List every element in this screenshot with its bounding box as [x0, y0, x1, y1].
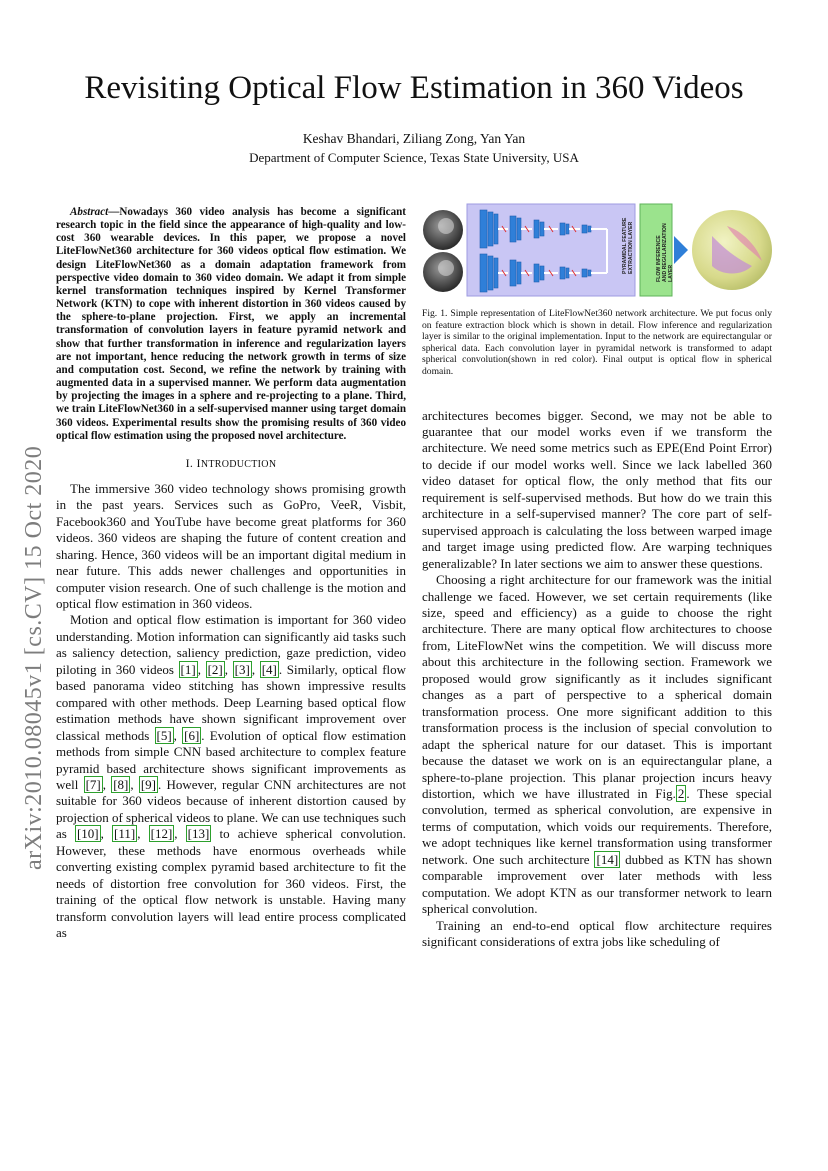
paper-title: Revisiting Optical Flow Estimation in 360 Videos — [84, 70, 744, 106]
text-run: Choosing a right architecture for our framework was the initial challenge we faced. However, we set certain requirements (like size, speed and efficiency) as a guide to choose the right architecture. There are many optical flow architectures to choose from, LiteFlowNet wins the competition. We will discuss more about this architecture in the following section. Framework we proposed would grow significantly as it includes significant changes as a part of perspective to a spherical domain transformation process. One more significant addition to this transformation process is the inclusion of special convolution to adapt the spherical nature for our dataset. This is important because the dataset we work on is an equirectangular plane, a sphere-to-plane projection. This planar projection incurs heavy distortion, which we have illustrated in Fig. — [422, 572, 772, 801]
section-title-rest: NTRODUCTION — [200, 458, 277, 470]
input-frame-2-highlight — [438, 260, 454, 276]
author-list: Keshav Bhandari, Ziliang Zong, Yan Yan — [302, 131, 526, 146]
text-run: . However, regular CNN architectures are not suitable for 360 videos because of inherent distortion caused by projection of spherical videos to plane. We can use techniques such as — [56, 776, 406, 842]
citation-link[interactable]: [14] — [596, 851, 619, 867]
citation-link[interactable]: [5] — [156, 727, 172, 743]
intro-paragraph-1: The immersive 360 video technology shows promising growth in the past years. Services such as GoPro, VeeR, Visbit, Facebook360 and YouTube have become great platforms for 360 videos. 360 videos are shaping the future of content creation and sharing. Hence, 360 videos will be an important digital medium in near future. This adds newer challenges and opportunities in computer vision research. One of such challenge is the motion and optical flow estimation in 360 videos. — [56, 480, 406, 611]
figure-label-line: FLOW INFERENCE — [656, 235, 662, 282]
abstract-label: Abstract — [70, 206, 109, 218]
text-run: . Evolution of optical flow estimation methods from simple CNN based architecture to complex feature pyramid based architecture shows significant improvements as well — [56, 727, 407, 792]
output-arrow — [674, 236, 688, 264]
citation-link[interactable]: [1] — [180, 661, 196, 677]
text-run: . Similarly, optical flow based panorama video stitching has shown impressive results compared with other methods. Deep Learning based optical flow estimation methods have shown significant improvement over classical methods — [56, 661, 407, 743]
citation-link[interactable]: [9] — [140, 776, 157, 792]
pyramid-layer-label — [622, 217, 634, 274]
right-paragraph-3: Training an end-to-end optical flow architecture requires significant considerations of extra jobs like scheduling of — [422, 917, 772, 950]
citation-link[interactable]: [7] — [85, 776, 101, 792]
input-frame-1-highlight — [438, 218, 454, 234]
figure-architecture — [422, 196, 778, 300]
citation-link[interactable]: [4] — [261, 661, 277, 677]
section-title-initial: I — [196, 455, 201, 470]
citation-link[interactable]: [8] — [113, 776, 129, 792]
right-paragraph-2 — [422, 572, 772, 918]
right-paragraph-1: architectures becomes bigger. Second, we may not be able to guarantee that our model works even if we transform the architecture. We need some metrics such as EPE(End Point Error) to decide if our model works well. Since we lack labelled 360 video dataset for optical flow, the only method that fits our requirement is self-supervised methods. But how do we train this architecture in a self-supervised manner? The core part of self-supervised approach is calculating the loss between warped image and target image using predicted flow. Are warping techniques generalizable? In later sections we aim to answer these questions. — [422, 407, 772, 571]
text-run: to achieve spherical convolution. However, these methods have enormous overheads while converting existing complex pyramid based architecture to fit the needs of distortion free convolution for 360 videos. First, the training of the optical flow network is unstable. Having many transform convolution layers will lead entire process complicated as — [56, 826, 406, 941]
citation-link[interactable]: [10] — [76, 826, 99, 842]
arxiv-identifier-stamp: arXiv:2010.08045v1 [cs.CV] 15 Oct 2020 — [21, 445, 47, 870]
figure-ref-link[interactable]: 2 — [677, 785, 685, 801]
figure-label-line: EXTRACTION LAYER — [628, 221, 634, 274]
text-run: . These special convolution, termed as spherical convolution, are expensive in terms of computation, which voids our requirements. Therefore, we adopt techniques like kernel transformation using transformer network. One such architecture — [422, 785, 772, 867]
figure-label-line: PYRAMIDAL FEATURE — [622, 217, 628, 274]
section-numeral: I. — [185, 455, 197, 470]
architecture-diagram — [422, 196, 778, 300]
abstract — [56, 206, 406, 443]
affiliation: Department of Computer Science, Texas State University, USA — [249, 150, 579, 165]
intro-paragraph-2: Motion and optical flow estimation is important for 360 video understanding. Motion information can significantly aid tasks such as saliency detection, saliency prediction, gaze prediction, video piloting in 360 videos [1] , [2] , [3] , [4] . Similarly, optical flow based panorama video stitching has shown impressive results compared with other methods. Deep Learning based optical flow estimation methods have shown significant improvement over classical methods [5] , [6] . Evolution of optical flow estimation methods from simple CNN based architecture to complex feature pyramid based architecture shows significant improvements as well [7] , [8] , [9] . However, regular CNN architectures are not suitable for 360 videos because of inherent distortion caused by projection of spherical videos to plane. We can use techniques such as [10] , [11] , [12] , [13] to achieve spherical convolution. However, these methods have enormous overheads while converting existing complex pyramid based architecture to fit the needs of distortion free convolution for 360 videos. First, the training of the optical flow network is unstable. Having many transform convolution layers will lead entire process complicated as — [56, 612, 407, 941]
section-heading-introduction — [56, 455, 406, 473]
right-column — [422, 196, 772, 951]
left-column — [56, 206, 406, 942]
figure-caption: Fig. 1. Simple representation of LiteFlowNet360 network architecture. We put focus only on feature extraction block which is shown in detail. Flow inference and regularization layer is similar to the original implementation. Input to the network are equirectangular or spherical data. Each convolution layer in pyramidal network is transformed to adapt spherical convolution(shown in red color). Final output is optical flow in spherical domain. — [422, 308, 772, 377]
citation-link[interactable]: [3] — [234, 661, 250, 677]
citation-link[interactable]: [13] — [187, 826, 210, 842]
figure-label-line: AND REGULARIZATION — [662, 223, 668, 282]
abstract-text: —Nowadays 360 video analysis has become a significant research topic in the field since the appearance of high-quality and low-cost 360 wearable devices. In this paper, we propose a novel LiteFlowNet360 architecture for 360 videos optical flow estimation. We design LiteFlowNet360 as a domain adaptation framework from perspective video domain to 360 video domain. We adapt it from simple kernel transformation techniques inspired by Kernel Transformer Network (KTN) to cope with inherent distortion in 360 videos caused by the sphere-to-plane projection. First, we apply an incremental transformation of convolution layers in feature pyramid network and show that further transformation in inference and regularization layers are not important, hence reducing the network growth in terms of size and computation cost. Second, we refine the network by training with augmented data in a supervised manner. We perform data augmentation by projecting the images in a sphere and re-projecting to a plane. Third, we train LiteFlowNet360 in a self-supervised manner using target domain 360 videos. Experimental results show the promising results of 360 video optical flow estimation using the proposed novel architecture. — [56, 206, 406, 442]
text-run: dubbed as KTN has shown comparable improvement over later methods with less computation. We adopt KTN as our transformer network to learn spherical convolution. — [422, 851, 772, 917]
citation-link[interactable]: [6] — [184, 727, 200, 743]
output-flow-sphere — [692, 210, 772, 290]
citation-link[interactable]: [2] — [207, 661, 223, 677]
text-run: Motion and optical flow estimation is important for 360 video understanding. Motion information can significantly aid tasks such as saliency detection, saliency prediction, gaze prediction, video piloting in 360 videos — [56, 612, 406, 677]
citation-link[interactable]: [11] — [114, 826, 136, 842]
citation-link[interactable]: [12] — [150, 826, 173, 842]
figure-label-line: LAYER — [668, 264, 674, 282]
